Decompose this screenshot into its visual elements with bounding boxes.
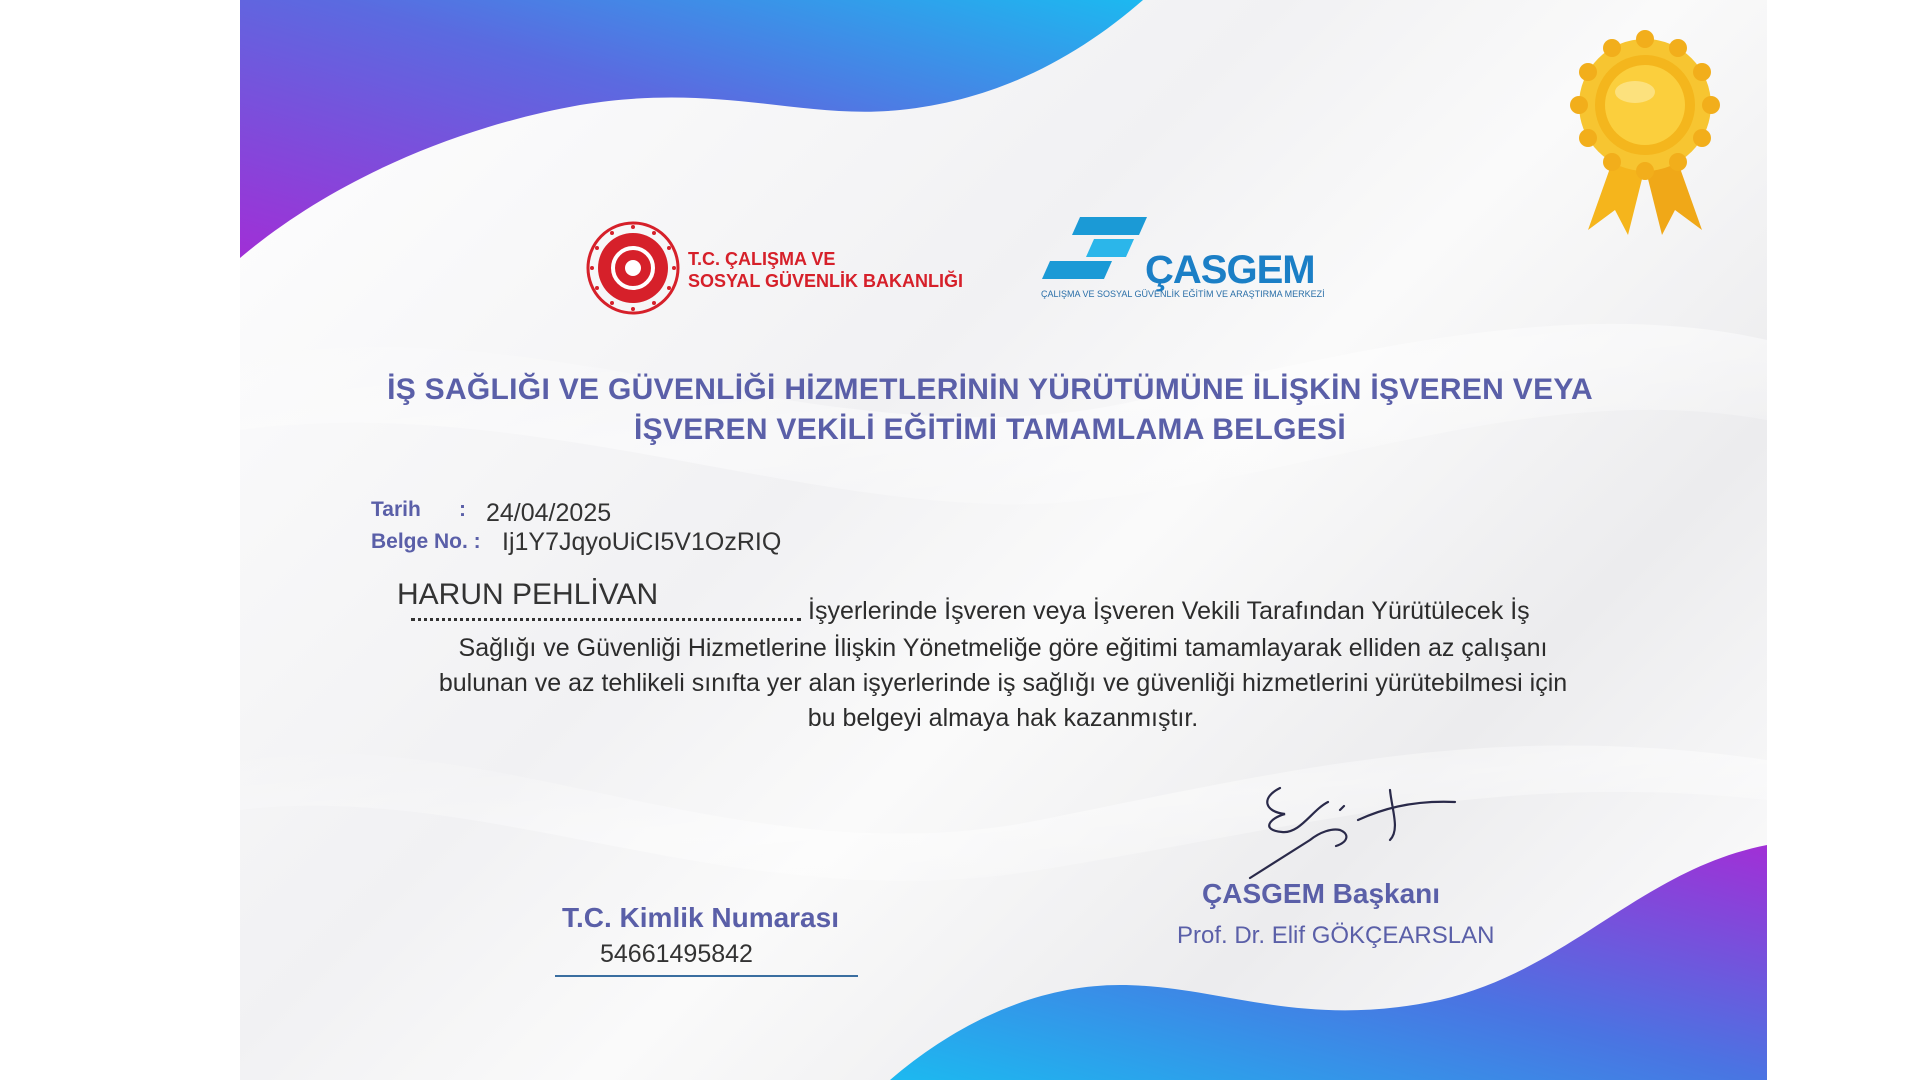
certificate-title-line1: İŞ SAĞLIĞI VE GÜVENLİĞİ HİZMETLERİNİN YÜRÜTÜMÜNE İLİŞKİN İŞVEREN VEYA [387, 373, 1593, 406]
recipient-name: HARUN PEHLİVAN [397, 578, 659, 611]
signer-name: Prof. Dr. Elif GÖKÇEARSLAN [1177, 922, 1495, 949]
id-label: T.C. Kimlik Numarası [562, 902, 839, 933]
id-underline [555, 975, 858, 977]
award-rosette-icon [1570, 30, 1720, 240]
certificate-title-line2: İŞVEREN VEKİLİ EĞİTİMİ TAMAMLAMA BELGESİ [633, 413, 1347, 446]
certificate [240, 0, 1767, 1080]
date-separator: : [459, 498, 466, 521]
body-line-3: bulunan ve az tehlikeli sınıfta yer alan işyerlerinde iş sağlığı ve güvenliği hizmetlerini yürütebilmesi için [438, 669, 1568, 697]
signature-icon [1240, 780, 1460, 880]
body-line-4: bu belgeyi almaya hak kazanmıştır. [807, 704, 1199, 732]
name-dotted-line [411, 618, 801, 621]
top-wave [240, 0, 1143, 258]
ministry-name-line2: SOSYAL GÜVENLİK BAKANLIĞI [688, 271, 964, 291]
casgem-subtitle: ÇALIŞMA VE SOSYAL GÜVENLİK EĞİTİM VE ARAŞTIRMA MERKEZİ [1041, 289, 1325, 299]
casgem-emblem-icon [1042, 215, 1152, 291]
casgem-name: ÇASGEM [1145, 248, 1315, 292]
doc-no-value: Ij1Y7JqyoUiCI5V1OzRIQ [502, 528, 782, 556]
ministry-name-line1: T.C. ÇALIŞMA VE [688, 249, 836, 269]
signer-title: ÇASGEM Başkanı [1202, 878, 1441, 909]
id-value: 54661495842 [600, 940, 753, 968]
date-label: Tarih [371, 498, 421, 521]
body-line-2: Sağlığı ve Güvenliği Hizmetlerine İlişkin Yönetmeliğe göre eğitimi tamamlayarak elliden az çalışanı [458, 634, 1548, 662]
doc-no-label: Belge No. : [371, 530, 481, 553]
sheen-band-lower [240, 745, 1767, 880]
ministry-name [688, 248, 963, 292]
body-line-1: İşyerlerinde İşveren veya İşveren Vekili Tarafından Yürütülecek İş [808, 597, 1530, 625]
date-value: 24/04/2025 [486, 499, 612, 527]
ministry-emblem-icon [585, 220, 681, 316]
